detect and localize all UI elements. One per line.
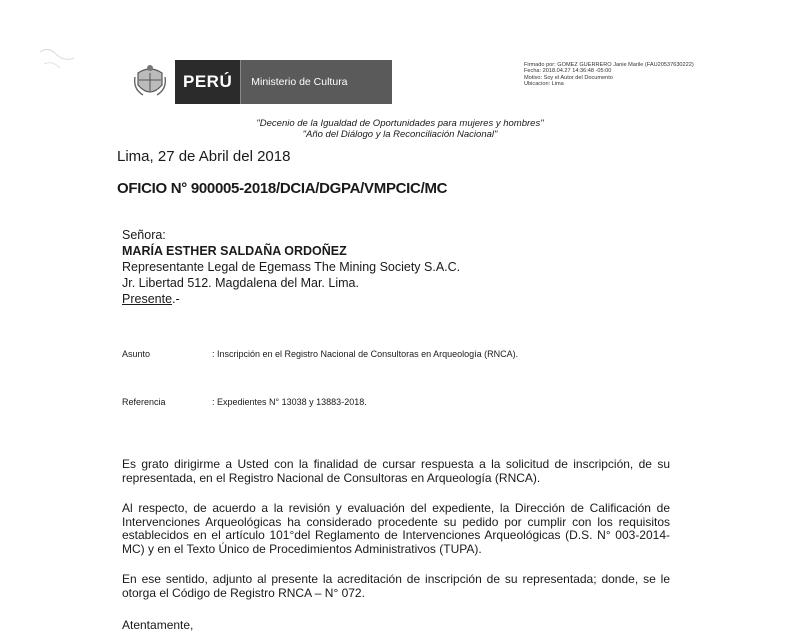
presente-text: Presente [122,292,173,306]
recipient-role: Representante Legal de Egemass The Mining Society S.A.C. [122,260,461,274]
stamp-line: Fecha: 2018.04.27 14:36:48 -05:00 [524,68,612,75]
asunto-value: : Inscripción en el Registro Nacional de Consultoras en Arqueología (RNCA). [212,349,519,359]
stamp-line: Firmado por: GOMEZ GUERRERO Janie Marile (FAU20537630222) [524,62,694,68]
asunto-row [122,349,518,359]
recipient-name: MARÍA ESTHER SALDAÑA ORDOÑEZ [122,244,347,258]
letter-date: Lima, 27 de Abril del 2018 [117,148,291,165]
stamp-line: Motivo: Soy el Autor del Documento [524,74,613,81]
body-paragraph-2: Al respecto, de acuerdo a la revisión y evaluación del expediente, la Dirección de Calificación de Intervenciones Arqueológicas ha considerado procedente su pedido por cumplir con los requisitos establecidos en el artículo 101°del Reglamento de Intervenciones Arqueológicas (D.S. N° 003-2014-MC) y en el Texto Único de Procedimientos Administrativos (TUPA). [122,501,670,556]
coat-of-arms-icon [133,63,167,101]
digital-signature-stamp [524,62,694,88]
referencia-label: Referencia [122,397,166,407]
decenio-line: "Decenio de la Igualdad de Oportunidades para mujeres y hombres" [256,118,544,129]
ministry-logo [133,60,392,104]
referencia-row [122,397,367,407]
recipient-address: Jr. Libertad 512. Magdalena del Mar. Lima. [122,276,359,290]
peru-label: PERÚ [175,60,240,104]
body-paragraph-3: En ese sentido, adjunto al presente la acreditación de inscripción de su representada; donde, se le otorga el Código de Registro RNCA – N° 072. [122,572,670,600]
scan-mark [38,44,78,74]
presente-suffix: .- [172,292,180,306]
decenio-line: "Año del Diálogo y la Reconciliación Nacional" [302,129,498,140]
closing-text: Atentamente, [122,618,194,632]
recipient-block [122,227,460,307]
salutation: Señora: [122,228,166,242]
presente-line [122,291,460,307]
oficio-number: OFICIO N° 900005-2018/DCIA/DGPA/VMPCIC/MC [117,180,448,197]
stamp-line: Ubicacion: Lima [524,81,564,88]
decenio-header [0,118,800,140]
asunto-label: Asunto [122,349,151,359]
body-paragraph-1: Es grato dirigirme a Usted con la finalidad de cursar respuesta a la solicitud de inscripción, de su representada, en el Registro Nacional de Consultoras en Arqueología (RNCA). [122,457,670,485]
ministry-label: Ministerio de Cultura [240,60,391,104]
referencia-value: : Expedientes N° 13038 y 13883-2018. [212,397,367,407]
